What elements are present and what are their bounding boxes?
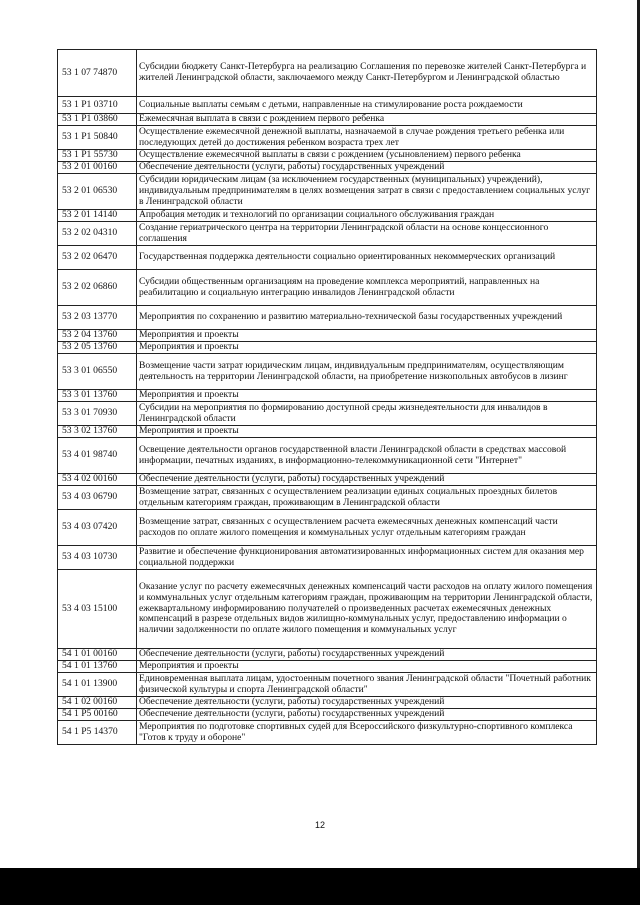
description-cell: Освещение деятельности органов государственной власти Ленинградской области в средствах массовой информации, печатных изданиях, в информационно-телекоммуникационной сети "Интернет" (137, 438, 597, 474)
description-cell: Обеспечение деятельности (услуги, работы) государственных учреждений (137, 474, 597, 486)
description-cell: Обеспечение деятельности (услуги, работы) государственных учреждений (137, 709, 597, 721)
target-code-cell: 53 2 05 13760 (58, 342, 137, 354)
target-code-cell: 53 2 01 14140 (58, 210, 137, 222)
table-row (58, 426, 597, 438)
target-code-cell: 53 2 02 06860 (58, 270, 137, 306)
description-cell: Создание гериатрического центра на территории Ленинградской области на основе концессионного соглашения (137, 222, 597, 246)
target-code-cell: 53 1 P1 03710 (58, 97, 137, 114)
target-code-cell: 53 1 P1 50840 (58, 126, 137, 150)
description-cell: Субсидии общественным организациям на проведение комплекса мероприятий, направленных на реабилитацию и социальную интеграцию инвалидов Ленинградской области (137, 270, 597, 306)
description-cell: Осуществление ежемесячной выплаты в связи с рождением (усыновлением) первого ребенка (137, 150, 597, 162)
table-row (58, 150, 597, 162)
description-cell: Возмещение затрат, связанных с осуществлением реализации единых социальных проездных билетов отдельным категориям граждан, проживающим в Ленинградской области (137, 486, 597, 510)
table-row (58, 126, 597, 150)
table-row (58, 546, 597, 570)
table-row (58, 162, 597, 174)
budget-code-table (57, 49, 597, 745)
target-code-cell: 54 1 01 00160 (58, 649, 137, 661)
description-cell: Возмещение части затрат юридическим лицам, индивидуальным предпринимателям, осуществляющим деятельность на территории Ленинградской области, на приобретение низкопольных автобусов в лизинг (137, 354, 597, 390)
table-row (58, 354, 597, 390)
table-row (58, 570, 597, 649)
table-row (58, 270, 597, 306)
description-cell: Возмещение затрат, связанных с осуществлением расчета ежемесячных денежных компенсаций части расходов по оплате жилого помещения и коммунальных услуг отдельным категориям граждан (137, 510, 597, 546)
description-cell: Ежемесячная выплата в связи с рождением первого ребенка (137, 114, 597, 126)
target-code-cell: 53 3 01 06550 (58, 354, 137, 390)
table-row (58, 330, 597, 342)
target-code-cell: 53 2 03 13770 (58, 306, 137, 330)
description-cell: Обеспечение деятельности (услуги, работы) государственных учреждений (137, 649, 597, 661)
table-row (58, 661, 597, 673)
table-row (58, 697, 597, 709)
table-row (58, 721, 597, 745)
scan-bottom-band (0, 868, 640, 905)
target-code-cell: 53 3 01 13760 (58, 390, 137, 402)
table-row (58, 390, 597, 402)
description-cell: Обеспечение деятельности (услуги, работы) государственных учреждений (137, 162, 597, 174)
target-code-cell: 53 3 02 13760 (58, 426, 137, 438)
target-code-cell: 53 4 03 07420 (58, 510, 137, 546)
description-cell: Мероприятия и проекты (137, 661, 597, 673)
description-cell: Мероприятия и проекты (137, 342, 597, 354)
table-row (58, 342, 597, 354)
description-cell: Мероприятия по сохранению и развитию материально-технической базы государственных учреждений (137, 306, 597, 330)
target-code-cell: 53 2 01 06530 (58, 174, 137, 210)
description-cell: Государственная поддержка деятельности социально ориентированных некоммерческих организаций (137, 246, 597, 270)
description-cell: Мероприятия и проекты (137, 426, 597, 438)
table-row (58, 210, 597, 222)
target-code-cell: 53 2 04 13760 (58, 330, 137, 342)
description-cell: Субсидии на мероприятия по формированию доступной среды жизнедеятельности для инвалидов в Ленинградской области (137, 402, 597, 426)
table-row (58, 474, 597, 486)
target-code-cell: 53 4 02 00160 (58, 474, 137, 486)
target-code-cell: 53 1 P1 55730 (58, 150, 137, 162)
target-code-cell: 53 4 03 06790 (58, 486, 137, 510)
target-code-cell: 53 2 02 04310 (58, 222, 137, 246)
target-code-cell: 54 1 01 13900 (58, 673, 137, 697)
target-code-cell: 53 4 03 15100 (58, 570, 137, 649)
table-row (58, 673, 597, 697)
table-row (58, 510, 597, 546)
table-row (58, 246, 597, 270)
target-code-cell: 54 1 02 00160 (58, 697, 137, 709)
description-cell: Развитие и обеспечение функционирования автоматизированных информационных систем для оказания мер социальной поддержки (137, 546, 597, 570)
description-cell: Обеспечение деятельности (услуги, работы) государственных учреждений (137, 697, 597, 709)
target-code-cell: 53 4 01 98740 (58, 438, 137, 474)
table-row (58, 174, 597, 210)
table-row (58, 486, 597, 510)
target-code-cell: 54 1 P5 00160 (58, 709, 137, 721)
page-number: 12 (314, 820, 325, 830)
target-code-cell: 54 1 01 13760 (58, 661, 137, 673)
description-cell: Мероприятия по подготовке спортивных судей для Всероссийского физкультурно-спортивного комплекса "Готов к труду и обороне" (137, 721, 597, 745)
table-row (58, 306, 597, 330)
table-row (58, 222, 597, 246)
description-cell: Оказание услуг по расчету ежемесячных денежных компенсаций части расходов на оплату жилого помещения и коммунальных услуг отдельным категориям граждан, проживающим на территории Ленинградской области, ежеквартальному информированию получателей о произведенных расчетах ежемесячных денежных компенсаций в разрезе отдельных видов жилищно-коммунальных услуг, предоставлению информации о наличии задолженности по оплате жилого помещения и коммунальных услуг (137, 570, 597, 649)
target-code-cell: 53 3 01 70930 (58, 402, 137, 426)
description-cell: Субсидии бюджету Санкт-Петербурга на реализацию Соглашения по перевозке жителей Санкт-Петербурга и жителей Ленинградской области, заключаемого между Санкт-Петербургом и Ленинградской областью (137, 50, 597, 97)
table-row (58, 649, 597, 661)
target-code-cell: 53 1 07 74870 (58, 50, 137, 97)
table-row (58, 438, 597, 474)
description-cell: Мероприятия и проекты (137, 330, 597, 342)
description-cell: Апробация методик и технологий по организации социального обслуживания граждан (137, 210, 597, 222)
target-code-cell: 54 1 P5 14370 (58, 721, 137, 745)
table-row (58, 709, 597, 721)
target-code-cell: 53 4 03 10730 (58, 546, 137, 570)
target-code-cell: 53 2 01 00160 (58, 162, 137, 174)
table-row (58, 402, 597, 426)
table-row (58, 97, 597, 114)
table-row (58, 50, 597, 97)
target-code-cell: 53 1 P1 03860 (58, 114, 137, 126)
description-cell: Единовременная выплата лицам, удостоенным почетного звания Ленинградской области "Почетный работник физической культуры и спорта Ленинградской области" (137, 673, 597, 697)
description-cell: Мероприятия и проекты (137, 390, 597, 402)
target-code-cell: 53 2 02 06470 (58, 246, 137, 270)
table-row (58, 114, 597, 126)
description-cell: Осуществление ежемесячной денежной выплаты, назначаемой в случае рождения третьего ребенка или последующих детей до достижения ребенком возраста трех лет (137, 126, 597, 150)
description-cell: Социальные выплаты семьям с детьми, направленные на стимулирование роста рождаемости (137, 97, 597, 114)
description-cell: Субсидии юридическим лицам (за исключением государственных (муниципальных) учреждений), индивидуальным предпринимателям в целях возмещения затрат в связи с предоставлением социальных услуг в Ленинградской области (137, 174, 597, 210)
